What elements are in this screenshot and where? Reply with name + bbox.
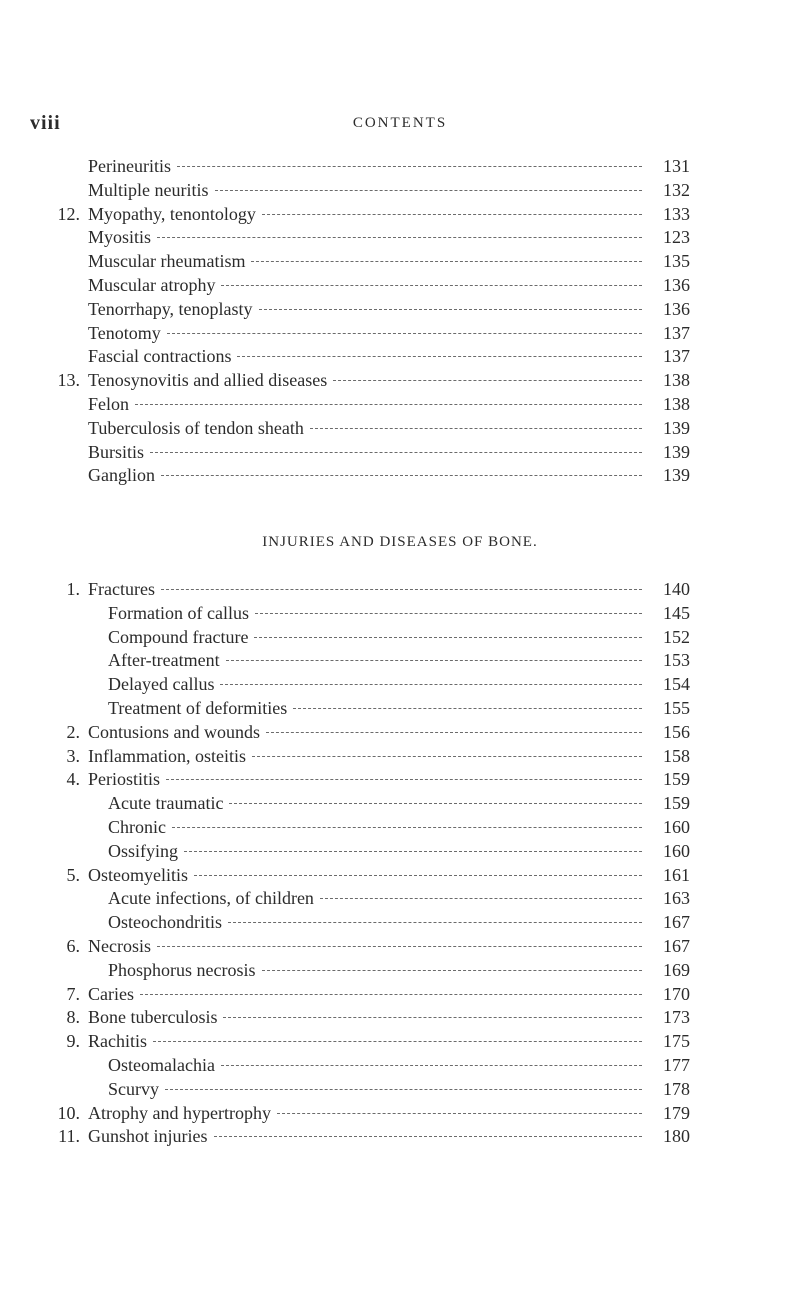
toc-entry xyxy=(50,465,690,489)
toc-entry-page: 138 xyxy=(663,370,690,391)
toc-entry xyxy=(50,299,690,323)
toc-entry-number: 12. xyxy=(57,203,80,224)
toc-entry-title: Osteomyelitis xyxy=(88,864,188,885)
dot-leader xyxy=(237,356,642,357)
toc-entry-title: Ossifying xyxy=(108,840,179,861)
toc-entry-page: 137 xyxy=(663,322,690,343)
toc-entry-title: Contusions and wounds xyxy=(88,721,261,742)
toc-entry-title: Acute infections, of children xyxy=(108,888,314,909)
toc-entry-title: Phosphorus necrosis xyxy=(108,959,256,980)
toc-entry-page: 178 xyxy=(663,1078,690,1099)
dot-leader xyxy=(266,732,642,733)
toc-entry xyxy=(50,841,690,865)
dot-leader xyxy=(150,452,642,453)
toc-entry-page: 137 xyxy=(663,346,690,367)
toc-entry-page: 139 xyxy=(663,417,690,438)
toc-entry-page: 160 xyxy=(663,840,690,861)
toc-entry xyxy=(50,180,690,204)
dot-leader xyxy=(153,1041,642,1042)
toc-section-muscles-tendons xyxy=(50,156,690,489)
toc-entry-page: 152 xyxy=(663,626,690,647)
toc-entry xyxy=(50,936,690,960)
dot-leader xyxy=(194,875,642,876)
toc-entry-title: Ganglion xyxy=(88,465,155,486)
toc-entry-title: Formation of callus xyxy=(108,602,249,623)
toc-entry xyxy=(50,442,690,466)
dot-leader xyxy=(255,613,642,614)
toc-entry-page: 170 xyxy=(663,983,690,1004)
toc-entry-title: Necrosis xyxy=(88,935,151,956)
toc-entry-number: 10. xyxy=(57,1102,80,1123)
toc-entry-page: 123 xyxy=(663,227,690,248)
toc-entry-title: Delayed callus xyxy=(108,674,215,695)
toc-entry xyxy=(50,346,690,370)
toc-entry-page: 161 xyxy=(663,864,690,885)
dot-leader xyxy=(223,1017,642,1018)
toc-entry xyxy=(50,579,690,603)
dot-leader xyxy=(172,827,642,828)
toc-entry xyxy=(50,1031,690,1055)
toc-entry-title: Bursitis xyxy=(88,441,145,462)
toc-entry-title: Myopathy, tenontology xyxy=(88,203,256,224)
toc-entry-page: 160 xyxy=(663,816,690,837)
toc-entry xyxy=(50,817,690,841)
toc-entry-title: Myositis xyxy=(88,227,152,248)
toc-entry-title: Scurvy xyxy=(108,1078,159,1099)
dot-leader xyxy=(221,1065,642,1066)
toc-entry-title: Caries xyxy=(88,983,134,1004)
dot-leader xyxy=(177,166,642,167)
toc-entry-page: 138 xyxy=(663,393,690,414)
toc-entry-page: 132 xyxy=(663,179,690,200)
toc-entry xyxy=(50,627,690,651)
toc-entry-title: Fascial contractions xyxy=(88,346,232,367)
toc-entry xyxy=(50,1079,690,1103)
toc-entry-title: Treatment of deformities xyxy=(108,697,288,718)
dot-leader xyxy=(214,1136,643,1137)
toc-entry-number: 11. xyxy=(58,1126,80,1147)
toc-entry xyxy=(50,275,690,299)
toc-entry xyxy=(50,984,690,1008)
dot-leader xyxy=(228,922,642,923)
toc-entry-title: Fractures xyxy=(88,579,155,599)
toc-entry-title: Gunshot injuries xyxy=(88,1126,208,1147)
dot-leader xyxy=(293,708,642,709)
toc-entry-title: Felon xyxy=(88,393,130,414)
toc-entry-page: 175 xyxy=(663,1031,690,1052)
toc-entry-number: 4. xyxy=(66,769,80,790)
toc-entry-title: Periostitis xyxy=(88,769,161,790)
toc-entry-title: Muscular atrophy xyxy=(88,274,216,295)
toc-entry-title: Perineuritis xyxy=(88,156,171,176)
toc-entry-title: Tuberculosis of tendon sheath xyxy=(88,417,304,438)
toc-entry-page: 153 xyxy=(663,650,690,671)
toc-entry-number: 3. xyxy=(66,745,80,766)
toc-entry-title: Compound fracture xyxy=(108,626,249,647)
toc-entry-page: 179 xyxy=(663,1102,690,1123)
toc-entry xyxy=(50,1103,690,1127)
toc-entry xyxy=(50,793,690,817)
toc-entry-title: After-treatment xyxy=(108,650,220,671)
running-head: CONTENTS xyxy=(352,115,448,131)
toc-entry xyxy=(50,227,690,251)
toc-entry-title: Rachitis xyxy=(88,1031,147,1052)
toc-entry-page: 133 xyxy=(663,203,690,224)
toc-entry-number: 8. xyxy=(66,1007,80,1028)
toc-entry-number: 5. xyxy=(66,864,80,885)
toc-entry-number: 9. xyxy=(66,1031,80,1052)
dot-leader xyxy=(165,1089,642,1090)
toc-entry-title: Tenotomy xyxy=(88,322,161,343)
toc-entry-number: 13. xyxy=(57,370,80,391)
toc-entry-page: 139 xyxy=(663,465,690,486)
toc-entry xyxy=(50,370,690,394)
toc-entry-title: Osteochondritis xyxy=(108,912,222,933)
dot-leader xyxy=(166,779,642,780)
toc-entry-page: 155 xyxy=(663,697,690,718)
toc-entry-number: 6. xyxy=(66,935,80,956)
dot-leader xyxy=(184,851,642,852)
dot-leader xyxy=(333,380,642,381)
toc-entry xyxy=(50,418,690,442)
dot-leader xyxy=(226,660,642,661)
dot-leader xyxy=(135,404,642,405)
dot-leader xyxy=(262,970,643,971)
toc-entry-page: 177 xyxy=(663,1054,690,1075)
dot-leader xyxy=(161,475,642,476)
dot-leader xyxy=(320,898,642,899)
toc-entry-page: 145 xyxy=(663,602,690,623)
section-heading: INJURIES AND DISEASES OF BONE. xyxy=(262,534,538,550)
toc-entry-page: 131 xyxy=(663,156,690,176)
toc-entry-page: 139 xyxy=(663,441,690,462)
toc-entry xyxy=(50,1007,690,1031)
toc-entry-page: 159 xyxy=(663,769,690,790)
toc-entry xyxy=(50,1126,690,1150)
toc-entry-page: 156 xyxy=(663,721,690,742)
dot-leader xyxy=(262,214,642,215)
dot-leader xyxy=(277,1113,642,1114)
dot-leader xyxy=(167,333,642,334)
dot-leader xyxy=(229,803,642,804)
toc-entry-page: 159 xyxy=(663,793,690,814)
toc-entry xyxy=(50,650,690,674)
dot-leader xyxy=(252,756,642,757)
toc-entry xyxy=(50,1055,690,1079)
toc-entry-page: 163 xyxy=(663,888,690,909)
toc-entry xyxy=(50,674,690,698)
toc-entry-title: Inflammation, osteitis xyxy=(88,745,246,766)
toc-entry xyxy=(50,722,690,746)
toc-entry-title: Osteomalachia xyxy=(108,1054,215,1075)
toc-entry xyxy=(50,204,690,228)
toc-entry xyxy=(50,746,690,770)
toc-entry-page: 140 xyxy=(663,579,690,599)
toc-entry-page: 180 xyxy=(663,1126,690,1147)
toc-entry-title: Muscular rheumatism xyxy=(88,251,246,272)
toc-entry-page: 135 xyxy=(663,251,690,272)
toc-entry-title: Tenorrhapy, tenoplasty xyxy=(88,298,253,319)
toc-entry-number: 2. xyxy=(66,721,80,742)
toc-entry-title: Multiple neuritis xyxy=(88,179,209,200)
toc-entry xyxy=(50,698,690,722)
dot-leader xyxy=(221,285,642,286)
toc-entry xyxy=(50,603,690,627)
page-number: viii xyxy=(30,112,61,134)
dot-leader xyxy=(157,946,642,947)
dot-leader xyxy=(220,684,642,685)
dot-leader xyxy=(161,589,642,590)
dot-leader xyxy=(251,261,642,262)
dot-leader xyxy=(157,237,642,238)
toc-entry-page: 136 xyxy=(663,274,690,295)
toc-entry-page: 173 xyxy=(663,1007,690,1028)
toc-entry-number: 7. xyxy=(66,983,80,1004)
toc-entry xyxy=(50,394,690,418)
dot-leader xyxy=(140,994,642,995)
toc-entry-title: Acute traumatic xyxy=(108,793,224,814)
toc-section-bone xyxy=(50,579,690,1150)
toc-entry xyxy=(50,156,690,180)
dot-leader xyxy=(310,428,642,429)
toc-entry xyxy=(50,960,690,984)
toc-entry-title: Atrophy and hypertrophy xyxy=(88,1102,271,1123)
toc-entry-title: Bone tuberculosis xyxy=(88,1007,218,1028)
toc-entry-page: 167 xyxy=(663,912,690,933)
toc-entry xyxy=(50,865,690,889)
toc-entry-page: 169 xyxy=(663,959,690,980)
toc-entry-page: 154 xyxy=(663,674,690,695)
toc-entry-title: Tenosynovitis and allied diseases xyxy=(88,370,328,391)
toc-entry xyxy=(50,912,690,936)
toc-entry-page: 158 xyxy=(663,745,690,766)
dot-leader xyxy=(215,190,643,191)
toc-entry xyxy=(50,769,690,793)
toc-entry xyxy=(50,251,690,275)
toc-entry xyxy=(50,323,690,347)
toc-entry-page: 136 xyxy=(663,298,690,319)
dot-leader xyxy=(254,637,642,638)
toc-entry-title: Chronic xyxy=(108,816,166,837)
toc-entry xyxy=(50,888,690,912)
dot-leader xyxy=(259,309,642,310)
toc-entry-page: 167 xyxy=(663,935,690,956)
toc-entry-number: 1. xyxy=(66,579,80,599)
